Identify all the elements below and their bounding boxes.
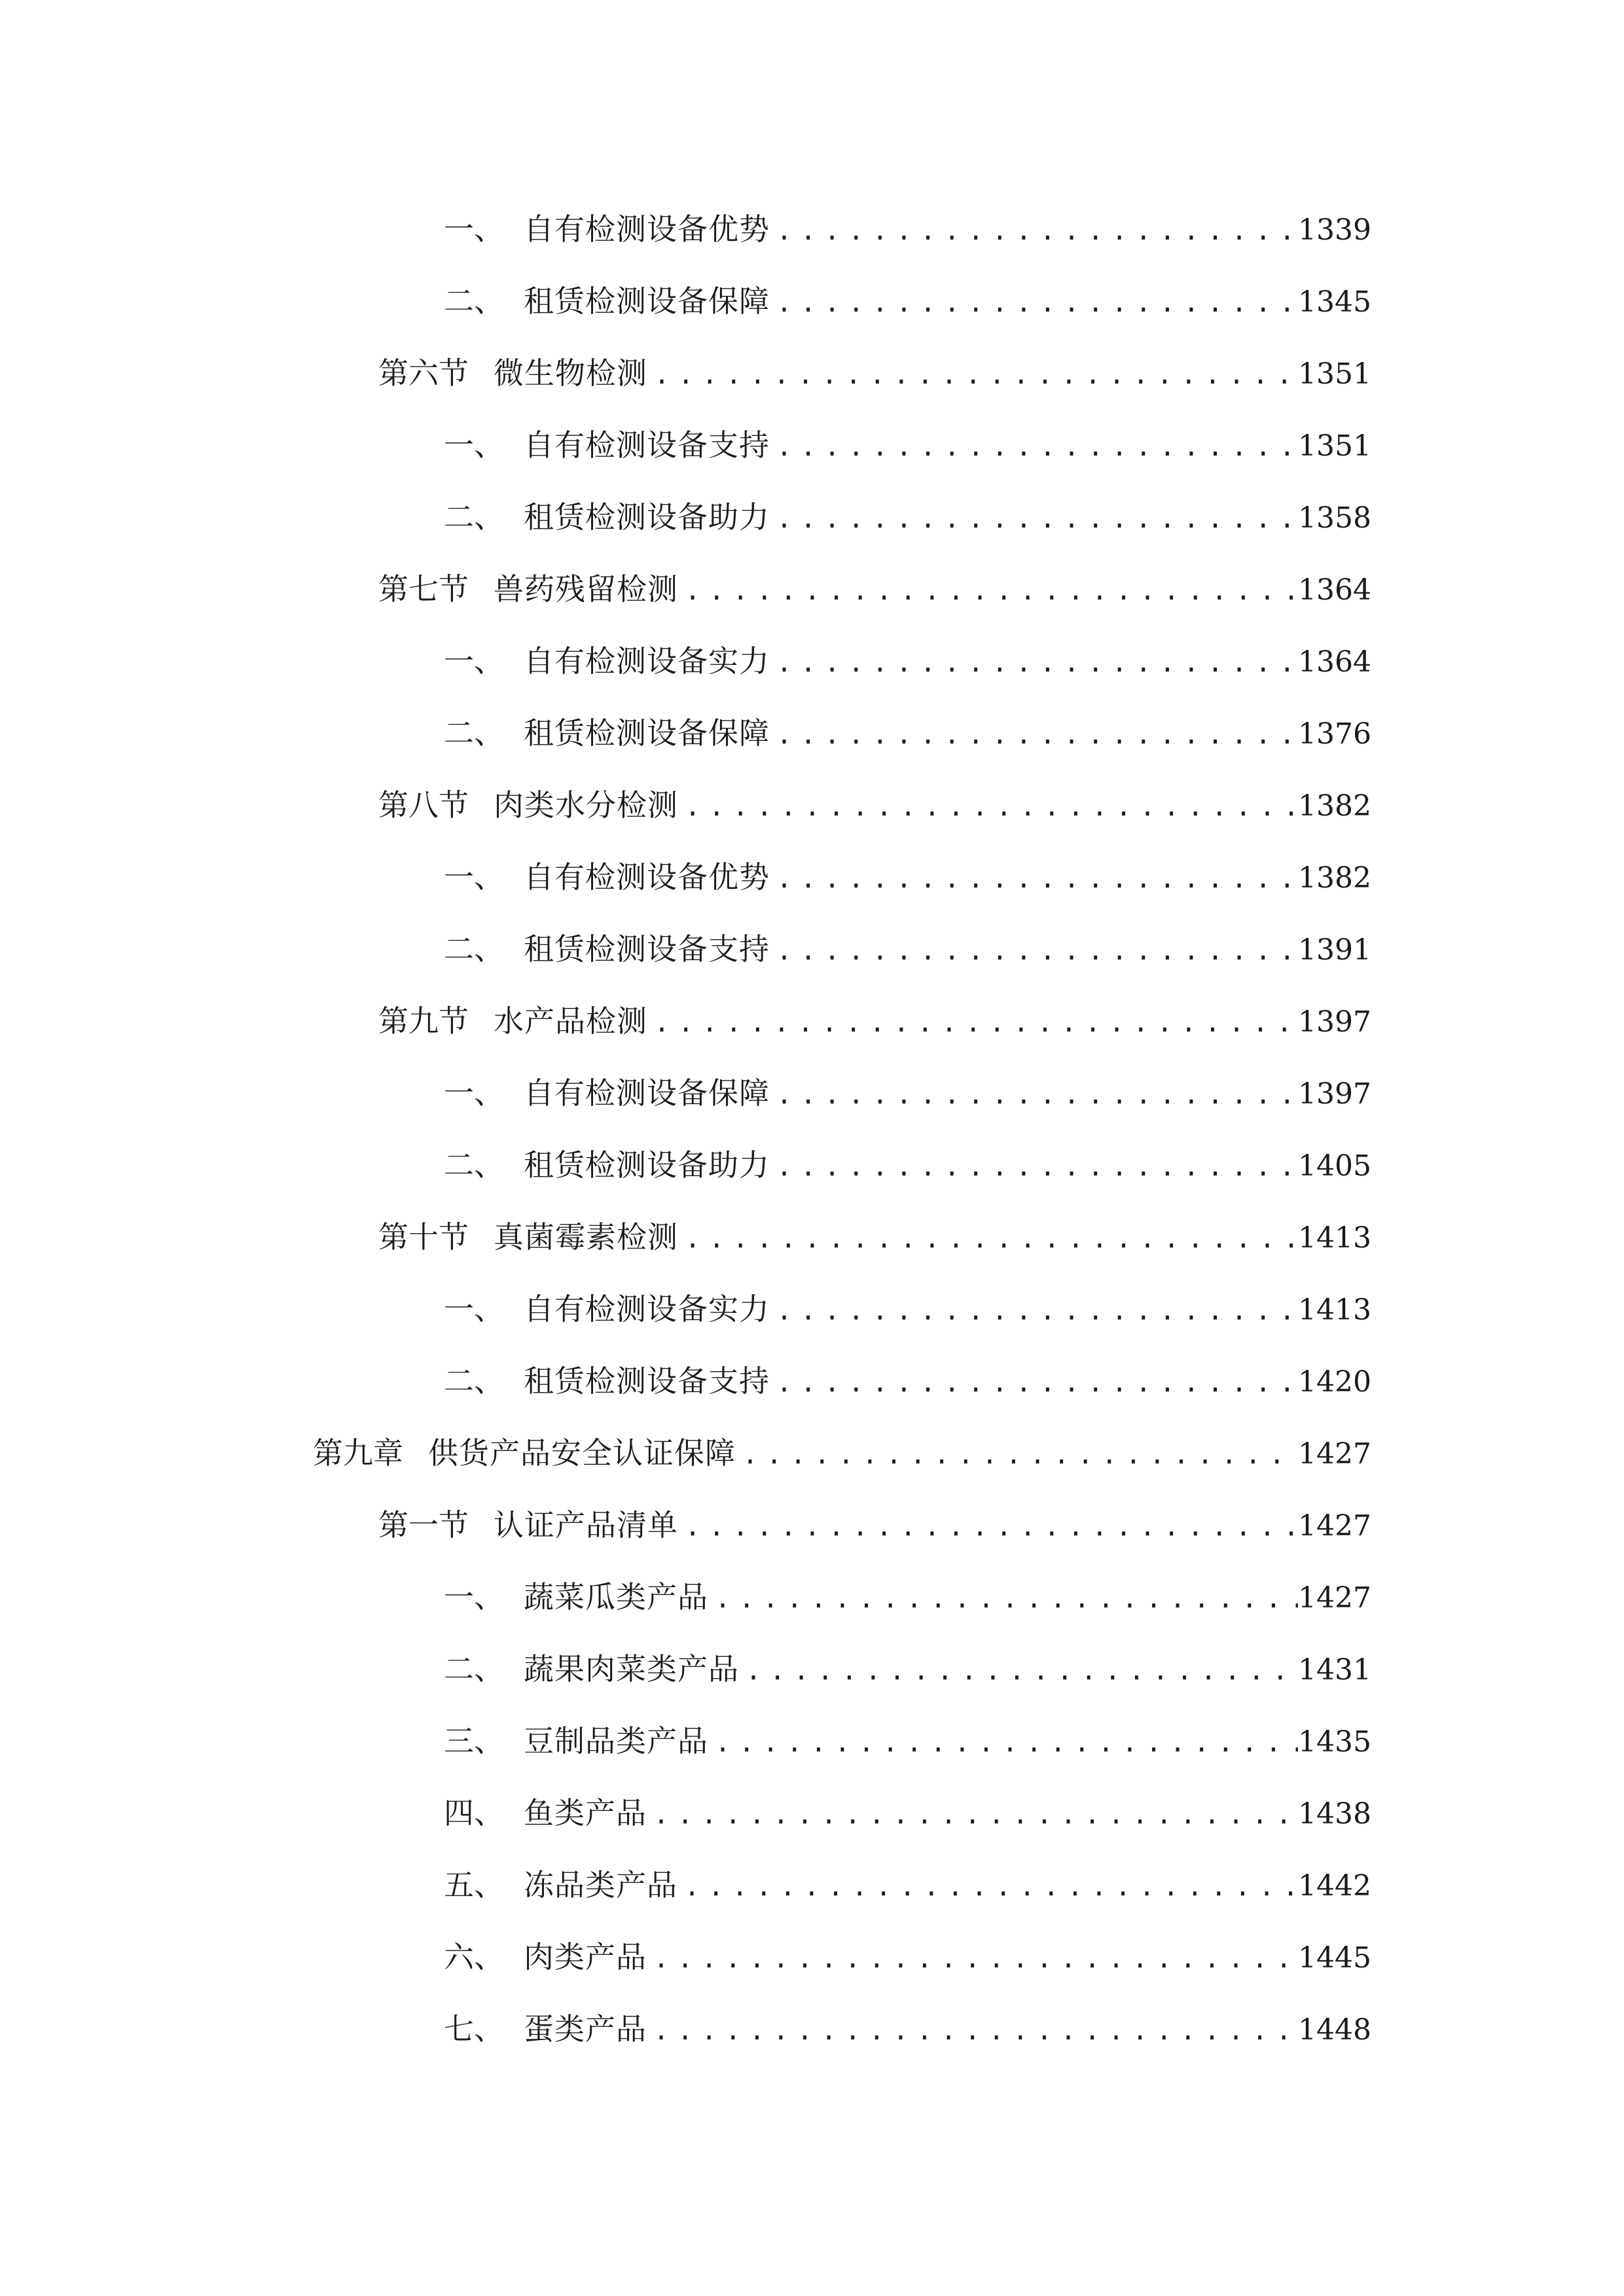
toc-entry[interactable] [444,2003,1371,2055]
toc-entry[interactable] [444,1931,1371,1983]
toc-entry-title: 冻品类产品 [524,1867,677,1903]
toc-entry-title: 水产品检测 [494,1003,647,1039]
toc-entry[interactable] [313,1427,1371,1479]
toc-entry-page: 1448 [1298,2013,1371,2047]
toc-entry-page: 1382 [1298,861,1371,895]
toc-entry[interactable] [444,1355,1371,1407]
toc-entry[interactable] [378,1211,1371,1263]
toc-entry-title: 自有检测设备优势 [524,859,770,895]
toc-entry[interactable] [444,1139,1371,1191]
toc-entry-title: 蛋类产品 [524,2011,647,2047]
toc-entry-page: 1445 [1298,1941,1371,1975]
toc-entry-number: 一、 [444,643,504,679]
toc-entry-title: 租赁检测设备助力 [524,499,770,535]
toc-entry-title: 供货产品安全认证保障 [428,1435,736,1471]
toc-entry-title: 租赁检测设备支持 [524,931,770,967]
toc-dot-leader [770,493,1298,545]
toc-entry-page: 1397 [1298,1005,1371,1039]
toc-dot-leader [678,1501,1298,1553]
toc-dot-leader [647,997,1298,1049]
toc-dot-leader [647,2005,1298,2057]
toc-entry-number: 四、 [444,1795,504,1831]
toc-entry-title: 真菌霉素检测 [494,1219,678,1255]
toc-entry[interactable] [444,491,1371,543]
toc-entry-number: 一、 [444,1291,504,1327]
toc-entry-number: 第八节 [378,787,469,823]
toc-entry-number: 一、 [444,1579,504,1615]
toc-dot-leader [770,1357,1298,1409]
toc-entry[interactable] [378,563,1371,615]
toc-entry-number: 一、 [444,427,504,463]
toc-entry-title: 自有检测设备实力 [524,643,770,679]
toc-entry-title: 租赁检测设备支持 [524,1363,770,1399]
toc-entry-page: 1382 [1298,789,1371,823]
toc-entry-page: 1420 [1298,1365,1371,1399]
toc-entry[interactable] [378,995,1371,1047]
toc-entry[interactable] [444,1859,1371,1911]
toc-dot-leader [770,205,1298,257]
toc-entry[interactable] [378,1499,1371,1551]
toc-dot-leader [647,1933,1298,1985]
toc-dot-leader [770,925,1298,977]
toc-entry-number: 二、 [444,1363,504,1399]
toc-entry-number: 第十节 [378,1219,469,1255]
toc-entry-number: 二、 [444,499,504,535]
toc-dot-leader [736,1429,1298,1481]
toc-entry[interactable] [444,203,1371,255]
toc-entry-number: 二、 [444,1651,504,1687]
toc-entry[interactable] [444,851,1371,903]
toc-dot-leader [678,1213,1298,1265]
toc-entry-title: 租赁检测设备保障 [524,715,770,751]
toc-entry-title: 蔬菜瓜类产品 [524,1579,708,1615]
toc-dot-leader [708,1573,1298,1625]
toc-entry-number: 第九章 [313,1435,403,1471]
toc-entry-title: 自有检测设备实力 [524,1291,770,1327]
toc-dot-leader [770,709,1298,761]
toc-entry-number: 第七节 [378,571,469,607]
toc-dot-leader [647,349,1298,401]
toc-entry-number: 二、 [444,1147,504,1183]
toc-dot-leader [770,853,1298,905]
toc-dot-leader [770,1141,1298,1193]
toc-entry-title: 自有检测设备支持 [524,427,770,463]
toc-dot-leader [770,637,1298,689]
toc-entry-page: 1397 [1298,1077,1371,1111]
toc-entry-title: 自有检测设备优势 [524,211,770,247]
toc-entry-number: 二、 [444,715,504,751]
toc-entry-title: 鱼类产品 [524,1795,647,1831]
toc-entry-page: 1376 [1298,717,1371,751]
toc-entry-page: 1431 [1298,1653,1371,1687]
toc-entry-title: 租赁检测设备保障 [524,283,770,319]
toc-entry[interactable] [444,419,1371,471]
toc-entry-title: 蔬果肉菜类产品 [524,1651,739,1687]
toc-dot-leader [770,421,1298,473]
toc-entry-number: 七、 [444,2011,504,2047]
toc-entry-number: 六、 [444,1939,504,1975]
toc-entry-number: 五、 [444,1867,504,1903]
toc-entry-number: 第一节 [378,1507,469,1543]
toc-dot-leader [770,277,1298,329]
toc-entry[interactable] [444,707,1371,759]
toc-entry[interactable] [444,1283,1371,1335]
toc-entry[interactable] [444,275,1371,327]
toc-entry-title: 肉类水分检测 [494,787,678,823]
toc-entry-page: 1364 [1298,645,1371,679]
toc-entry-title: 认证产品清单 [494,1507,678,1543]
toc-entry-page: 1391 [1298,933,1371,967]
toc-entry-number: 一、 [444,859,504,895]
toc-dot-leader [677,1861,1298,1913]
toc-entry[interactable] [444,1067,1371,1119]
toc-entry[interactable] [444,1571,1371,1623]
toc-entry-page: 1405 [1298,1149,1371,1183]
toc-entry-title: 肉类产品 [524,1939,647,1975]
toc-entry-number: 三、 [444,1723,504,1759]
toc-entry-title: 自有检测设备保障 [524,1075,770,1111]
toc-entry-number: 一、 [444,211,504,247]
toc-entry-page: 1413 [1298,1293,1371,1327]
toc-entry[interactable] [444,1787,1371,1839]
toc-entry[interactable] [444,1715,1371,1767]
toc-entry[interactable] [444,923,1371,975]
toc-entry[interactable] [378,779,1371,831]
toc-entry-page: 1358 [1298,501,1371,535]
toc-dot-leader [770,1285,1298,1337]
toc-entry-number: 一、 [444,1075,504,1111]
toc-dot-leader [678,565,1298,617]
toc-dot-leader [678,781,1298,833]
toc-dot-leader [647,1789,1298,1841]
toc-entry-page: 1351 [1298,357,1371,391]
toc-entry-number: 二、 [444,931,504,967]
toc-entry-title: 兽药残留检测 [494,571,678,607]
toc-entry-page: 1364 [1298,573,1371,607]
toc-entry-page: 1413 [1298,1221,1371,1255]
toc-entry-page: 1438 [1298,1797,1371,1831]
toc-entry-page: 1427 [1298,1437,1371,1471]
toc-entry[interactable] [444,635,1371,687]
toc-entry-page: 1339 [1298,213,1371,247]
toc-entry-title: 租赁检测设备助力 [524,1147,770,1183]
toc-entry-page: 1442 [1298,1869,1371,1903]
toc-entry-number: 二、 [444,283,504,319]
toc-entry-page: 1435 [1298,1725,1371,1759]
toc-entry-number: 第九节 [378,1003,469,1039]
toc-dot-leader [708,1717,1298,1769]
toc-entry[interactable] [378,347,1371,399]
toc-entry-page: 1427 [1298,1509,1371,1543]
toc-entry-title: 豆制品类产品 [524,1723,708,1759]
toc-entry-page: 1345 [1298,285,1371,319]
toc-entry-title: 微生物检测 [494,355,647,391]
toc-entry[interactable] [444,1643,1371,1695]
toc-entry-number: 第六节 [378,355,469,391]
toc-entry-page: 1351 [1298,429,1371,463]
toc-dot-leader [739,1645,1298,1697]
toc-dot-leader [770,1069,1298,1121]
toc-entry-page: 1427 [1298,1581,1371,1615]
